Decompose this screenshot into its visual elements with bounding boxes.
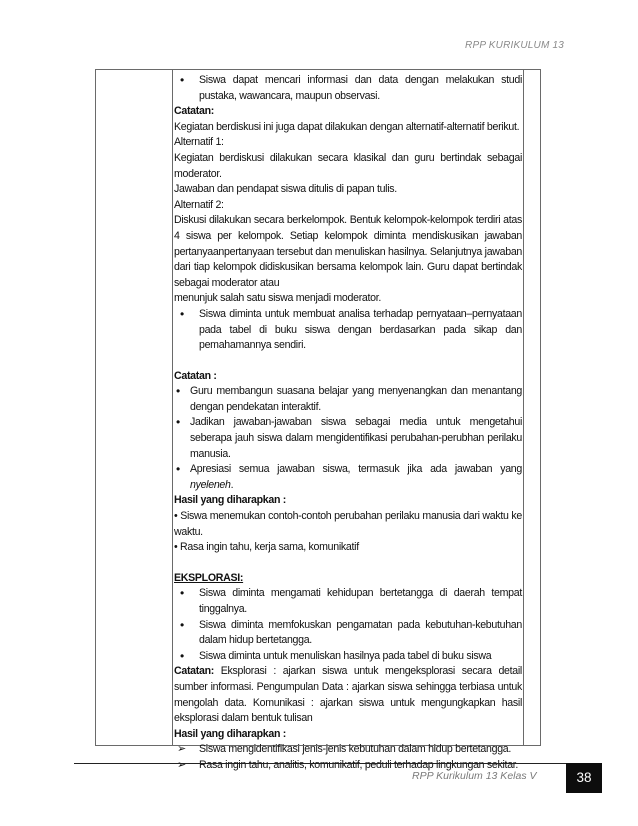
text-run: Apresiasi semua jawaban siswa, termasuk jika ada jawaban yang [190,463,522,476]
paragraph: Jawaban dan pendapat siswa ditulis di papan tulis. [174,183,397,196]
list-item: • Jadikan jawaban-jawaban siswa sebagai media untuk mengetahui seberapa jauh siswa dalam mengidentifikasi perubahan-perubhan perilaku manusia. [174,415,522,462]
note-label: Catatan : [174,369,217,382]
bullet-list-1 [174,73,522,104]
expected-result-item: • Siswa menemukan contoh-contoh perubahan perilaku manusia dari waktu ke waktu. [174,510,522,538]
expected-result-item: • Rasa ingin tahu, kerja sama, komunikatif [174,541,359,554]
list-item: • Siswa diminta untuk menuliskan hasilnya pada tabel di buku siswa [174,649,522,665]
running-header: RPP KURIKULUM 13 [465,40,564,51]
paragraph [174,664,522,726]
arrow-list [174,742,522,773]
paragraph: Diskusi dilakukan secara berkelompok. Bentuk kelompok-kelompok terdiri atas 4 siswa per kelompok. Setiap kelompok diminta mendiskusikan jawaban pertanyaanpertanyaan tersebut dan menuliskan hasilnya. Selanjutnya jawaban dari tiap kelompok didiskusikan bersama kelompok lain. Guru dapat bertindak sebagai moderator atau [174,214,522,289]
bullet-list-4 [174,586,522,664]
list-item: • Siswa diminta memfokuskan pengamatan pada kebutuhan-kebutuhan dalam hidup bertetangga. [174,618,522,649]
paragraph: Kegiatan berdiskusi ini juga dapat dilakukan dengan alternatif-alternatif berikut. [174,120,520,133]
text-run: Eksplorasi : ajarkan siswa untuk mengeksplorasi secara detail sumber informasi. Pengumpulan Data : ajarkan siswa sehingga terbiasa untuk mengolah data. Komunikasi : ajarkan siswa untuk mengungkapkan hasil eksplorasi dalam bentuk tulisan [174,665,522,725]
italic-text: nyeleneh [190,478,231,491]
activity-description-cell [174,73,522,774]
list-item: • Siswa diminta mengamati kehidupan bertetangga di daerah tempat tinggalnya. [174,586,522,617]
list-item: • Siswa dapat mencari informasi dan data dengan melakukan studi pustaka, wawancara, maupun observasi. [174,73,522,104]
page-number: 38 [566,763,602,793]
footer-rule [74,763,566,764]
paragraph: menunjuk salah satu siswa menjadi moderator. [174,292,382,305]
paragraph: Kegiatan berdiskusi dilakukan secara klasikal dan guru bertindak sebagai moderator. [174,151,522,180]
column-divider-left [172,70,173,745]
bullet-list-2 [174,307,522,354]
spacer [174,354,522,369]
footer-title: RPP Kurikulum 13 Kelas V [412,770,537,782]
list-item: ➢ Siswa mengidentifikasi jenis-jenis kebutuhan dalam hidup bertetangga. [174,742,522,758]
section-heading: EKSPLORASI: [174,571,244,584]
expected-result-label: Hasil yang diharapkan : [174,727,287,740]
list-item: • Siswa diminta untuk membuat analisa terhadap pernyataan–pernyataan pada tabel di buku siswa dengan berdasarkan pada sikap dan pemahamannya sendiri. [174,307,522,354]
note-label: Catatan: [174,105,214,118]
paragraph: Alternatif 1: [174,136,224,149]
note-label: Catatan: [174,665,214,678]
bullet-list-3 [174,384,522,493]
text-run: . [230,478,234,491]
column-divider-right [523,70,524,745]
spacer [174,556,522,571]
list-item [174,462,522,493]
expected-result-label: Hasil yang diharapkan : [174,494,287,507]
lesson-plan-table [95,69,541,771]
list-item: ➢ Rasa ingin tahu, analitis, komunikatif, peduli terhadap lingkungan sekitar. [174,758,522,774]
list-item: • Guru membangun suasana belajar yang menyenangkan dan menantang dengan pendekatan interaktif. [174,384,522,415]
paragraph: Alternatif 2: [174,198,224,211]
